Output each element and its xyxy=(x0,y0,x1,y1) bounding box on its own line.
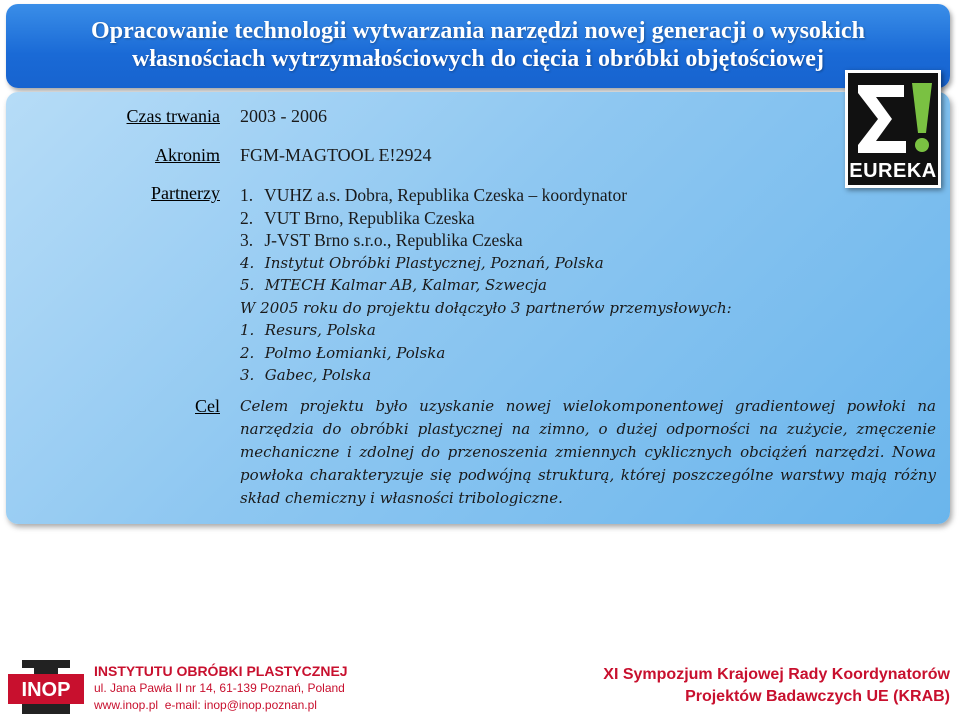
partners-list xyxy=(240,184,800,387)
acronym-value: FGM-MAGTOOL E!2924 xyxy=(240,145,432,165)
inop-logo-text: INOP xyxy=(21,679,71,701)
footer-event-info xyxy=(603,664,950,708)
event-line-2: Projektów Badawczych UE (KRAB) xyxy=(685,688,950,705)
duration-value: 2003 - 2006 xyxy=(240,106,327,126)
title-line-2: własnościach wytrzymałościowych do cięcia i obróbki objętościowej xyxy=(132,46,824,72)
eureka-logo xyxy=(845,70,941,188)
duration-label: Czas trwania xyxy=(126,106,220,126)
partner-item: 3. J-VST Brno s.r.o., Republika Czeska xyxy=(240,230,523,250)
partner-item: 1. VUHZ a.s. Dobra, Republika Czeska – koordynator xyxy=(240,185,628,205)
sigma-exclamation-icon xyxy=(848,73,938,163)
partners-label: Partnerzy xyxy=(151,183,220,203)
institute-name: INSTYTUTU OBRÓBKI PLASTYCZNEJ xyxy=(94,663,348,679)
eureka-wordmark: EUREKA xyxy=(849,160,937,182)
footer-institute-info xyxy=(94,662,348,714)
title-banner xyxy=(6,4,950,88)
institute-contact: www.inop.pl e-mail: inop@inop.poznan.pl xyxy=(94,698,317,712)
partner-item: 5. MTECH Kalmar AB, Kalmar, Szwecja xyxy=(240,276,547,294)
title-line-1: Opracowanie technologii wytwarzania narzędzi nowej generacji o wysokich xyxy=(91,18,865,44)
industrial-partner-item: 3. Gabec, Polska xyxy=(240,366,372,384)
goal-text: Celem projektu było uzyskanie nowej wielokomponentowej gradientowej powłoki na narzędzia do obróbki plastycznej na zimno, o dużej odporności na zużycie, zmęczenie mechaniczne i zdolnej do przenoszenia zmiennych cyklicznych obciążeń narzędzi. Nowa powłoka charakteryzuje się podwójną strukturą, której poszczególne warstwy mają różny skład chemiczny i własności tribologiczne. xyxy=(240,397,936,507)
institute-address: ul. Jana Pawła II nr 14, 61-139 Poznań, Poland xyxy=(94,681,345,695)
goal-label: Cel xyxy=(195,396,220,416)
partner-item: 4. Instytut Obróbki Plastycznej, Poznań, Polska xyxy=(240,253,604,272)
industrial-partner-item: 2. Polmo Łomianki, Polska xyxy=(240,343,446,362)
inop-logo-icon xyxy=(8,660,84,714)
industrial-partner-item: 1. Resurs, Polska xyxy=(240,321,376,339)
event-line-1: XI Sympozjum Krajowej Rady Koordynatorów xyxy=(603,666,950,683)
partner-item: 2. VUT Brno, Republika Czeska xyxy=(240,207,475,228)
acronym-label: Akronim xyxy=(155,145,220,165)
industrial-partners-intro: W 2005 roku do projektu dołączyło 3 partnerów przemysłowych: xyxy=(240,298,732,317)
